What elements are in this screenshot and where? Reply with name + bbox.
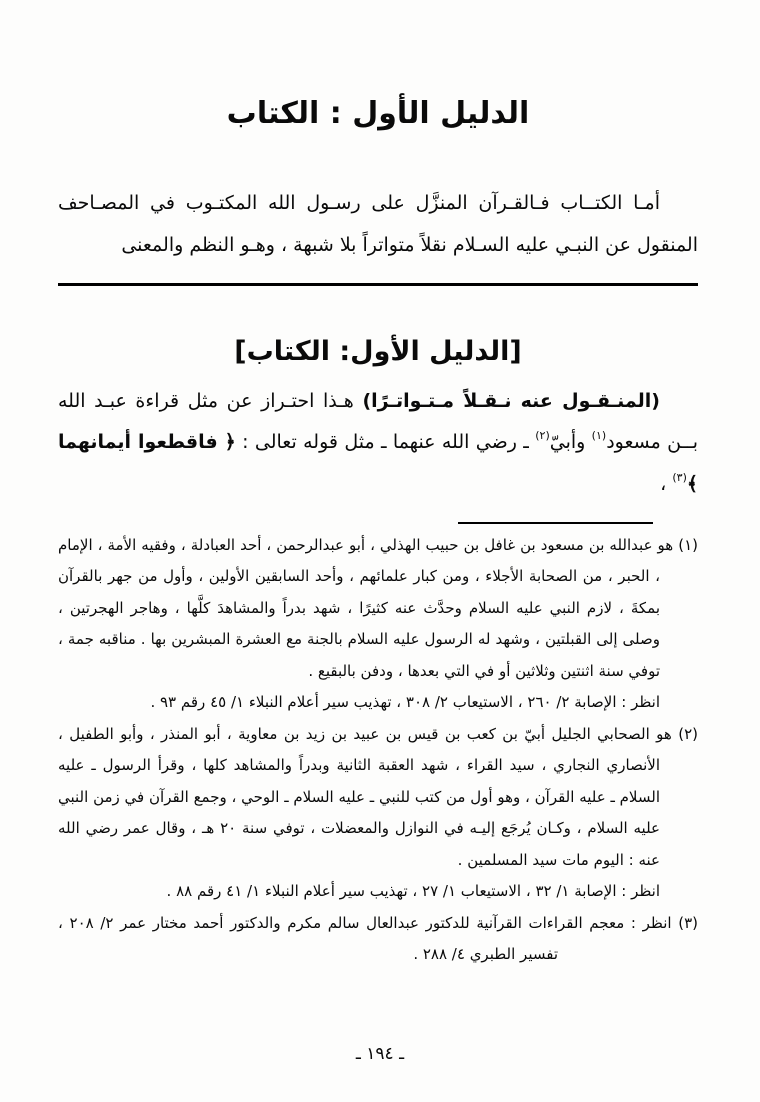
footnote-1-text: هو عبدالله بن مسعود بن غافل بن حبيب الهذلي ، أبو عبدالرحمن ، أحد العبادلة ، وفقيه الأمة ، الإمام ، الحبر ، من الصحابة الأجلاء ، ومن كبار علمائهم ، وأحد السابقين الأولين ، وأول من جهر بالقرآن بمكةَ ، لازم النبي عليه السلام وحدَّث عنه كثيرًا ، شهد بدراً والمشاهدَ كلَّها ، وهاجر الهجرتين ، وصلى إلى القبلتين ، وشهد له الرسول عليه السلام بالجنة مع العشرة المبشرين بها . مناقبه جمة ، توفي سنة اثنتين وثلاثين أو في التي بعدها ، ودفن بالبقيع . xyxy=(58,535,674,680)
footnote-ref-1: (١) xyxy=(591,429,607,443)
footnote-2-reference: انظر : الإصابة ١/ ٣٢ ، الاستيعاب ١/ ٢٧ ، تهذيب سير أعلام النبلاء ١/ ٤١ رقم ٨٨ . xyxy=(166,882,660,901)
page-number: ـ ١٩٤ ـ xyxy=(355,1044,405,1064)
footnote-2-marker: (٢) xyxy=(678,724,698,743)
footnote-3-marker: (٣) xyxy=(678,913,698,932)
footnote-ref-2: (٢) xyxy=(535,429,550,443)
body-segment-4: ، xyxy=(660,473,673,496)
footnote-3 xyxy=(58,908,698,971)
body-segment-1: هـذا احتـراز عن مثل قراءة عبـد الله بــن مسعود xyxy=(58,389,698,454)
footnote-2-body xyxy=(58,719,698,877)
quran-verse: ﴿ فاقطعوا أيمانهما ﴾ xyxy=(58,431,698,496)
body-segment-2: وأبيّ xyxy=(549,431,592,454)
text-block xyxy=(0,96,760,971)
divider-rule xyxy=(58,283,698,286)
footnote-2-text: هو الصحابي الجليل أبيّ بن كعب بن قيس بن عبيد بن زيد بن معاوية ، أبو المنذر ، وأبو الطفيل ، الأنصاري النجاري ، سيد القراء ، شهد العقبة الثانية وبدراً والمشاهد كلها ، وقرأ الرسول ـ عليه السلام ـ عليه القرآن ، وهو أول من كتب للنبي ـ عليه السلام ـ الوحي ، وجمع القرآن في زمن النبي عليه السلام ، وكـان يُرجَع إليـه في النوازل والمعضلات ، توفي سنة ٢٠ هـ ، وقال عمر رضي الله عنه : اليوم مات سيد المسلمين . xyxy=(58,724,672,869)
footnote-1-body xyxy=(58,530,698,688)
intro-paragraph: أمـا الكتــاب فـالقـرآن المنزَّل على رسـول الله المكتـوب في المصـاحف المنقول عن النبـي عليه السـلام نقلاً متواتراً بلا شبهة ، وهـو النظم والمعنى xyxy=(58,192,698,256)
footnote-separator-rule xyxy=(458,522,653,524)
footnote-1-marker: (١) xyxy=(678,535,698,554)
footnote-2 xyxy=(58,719,698,908)
footnote-3-text: انظر : معجم القراءات القرآنية للدكتور عبدالعال سالم مكرم والدكتور أحمد مختار عمر ٢/ ٢٠٨ ، تفسير الطبري ٤/ ٢٨٨ . xyxy=(58,913,672,964)
footnote-1 xyxy=(58,530,698,719)
body-segment-3: ـ رضي الله عنهما ـ مثل قوله تعالى : xyxy=(235,431,536,454)
footnote-3-body xyxy=(58,908,698,971)
page-title: الدليل الأول : الكتاب xyxy=(226,96,530,131)
footnote-1-reference: انظر : الإصابة ٢/ ٢٦٠ ، الاستيعاب ٢/ ٣٠٨ ، تهذيب سير أعلام النبلاء ١/ ٤٥ رقم ٩٣ . xyxy=(150,693,660,712)
section-heading: [الدليل الأول: الكتاب] xyxy=(234,335,522,367)
footnotes-section xyxy=(58,530,698,971)
footnote-ref-3: (٣) xyxy=(672,471,687,485)
body-paragraph xyxy=(58,381,698,506)
bold-lead: (المنـقـول عنه نـقـلاً مـتـواتـرًا) xyxy=(362,389,660,412)
